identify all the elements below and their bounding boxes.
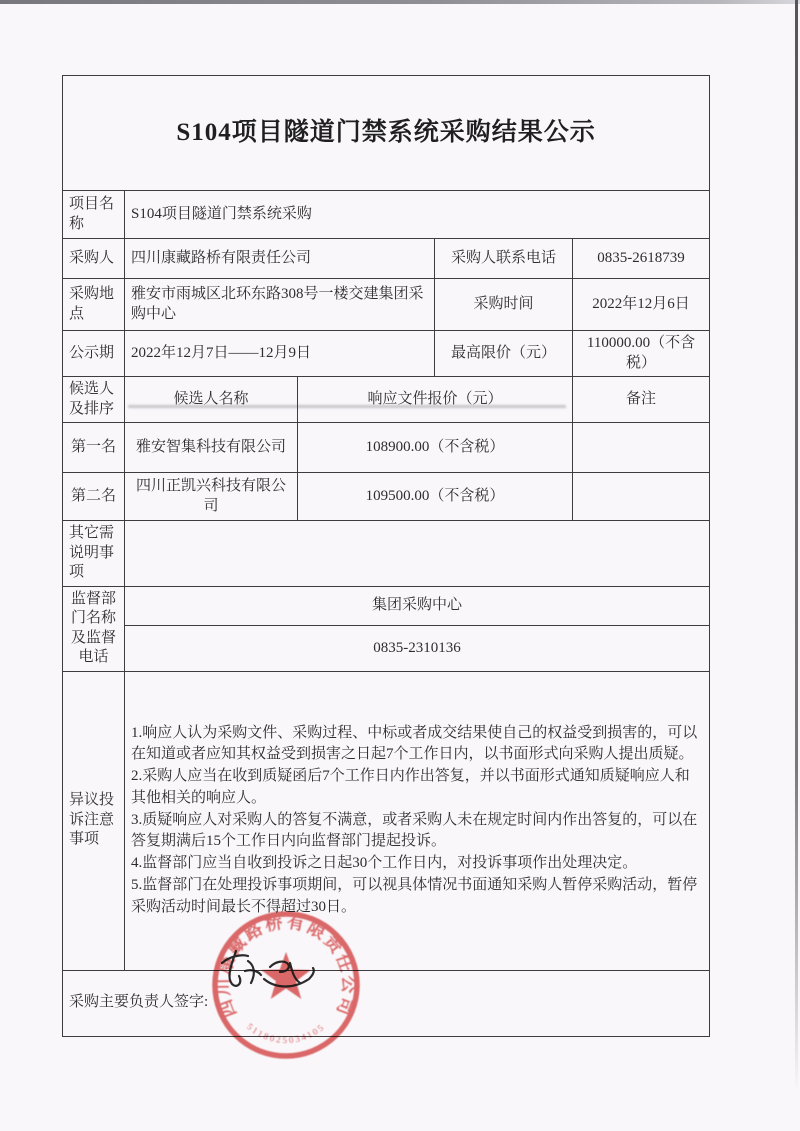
candidate-row (63, 423, 710, 473)
project-name-value: S104项目隧道门禁系统采购 (125, 191, 710, 239)
purchaser-value: 四川康藏路桥有限责任公司 (125, 239, 435, 279)
candidate-rank: 第二名 (63, 473, 125, 521)
seal-company-arc-text: 四川康藏路桥有限责任公司 (212, 911, 360, 1021)
notice-item-5: 5.监督部门在处理投诉事项期间，可以视具体情况书面通知采购人暂停采购活动，暂停采购活动时间最长不得超过30日。 (131, 876, 698, 915)
candidate-price: 108900.00（不含税） (298, 423, 573, 473)
notice-item-1: 1.响应人认为采购文件、采购过程、中标或者成交结果使自己的权益受到损害的，可以在知道或者应知其权益受到损害之日起7个工作日内，以书面形式向采购人提出质疑。 (131, 724, 698, 763)
candidate-price: 109500.00（不含税） (298, 473, 573, 521)
other-notes-label: 其它需说明事项 (63, 521, 125, 587)
notice-item-4: 4.监督部门应当自收到投诉之日起30个工作日内，对投诉事项作出处理决定。 (131, 855, 638, 872)
purchase-time-label: 采购时间 (435, 279, 573, 331)
scan-artifact-smudge (128, 405, 566, 408)
candidates-name-header: 候选人名称 (125, 377, 298, 423)
notice-item-2: 2.采购人应当在收到质疑函后7个工作日内作出答复，并以书面形式通知质疑响应人和其他相关的响应人。 (131, 768, 690, 806)
candidates-price-header: 响应文件报价（元） (298, 377, 573, 423)
supervisor-phone-value: 0835-2310136 (125, 626, 710, 671)
candidate-name: 雅安智集科技有限公司 (125, 423, 298, 473)
procurement-result-table (62, 75, 710, 1037)
notice-label: 异议投诉注意事项 (63, 671, 125, 970)
supervisor-label: 监督部门名称及监督电话 (63, 586, 125, 671)
candidate-remark (573, 423, 710, 473)
max-price-value: 110000.00（不含税） (573, 331, 710, 377)
max-price-label: 最高限价（元） (435, 331, 573, 377)
candidate-remark (573, 473, 710, 521)
signature-label: 采购主要负责人签字: (69, 994, 209, 1011)
other-notes-value (125, 521, 710, 587)
seal-number-text: 5118025034105 (245, 1021, 327, 1045)
candidates-section-label: 候选人及排序 (63, 377, 125, 423)
scan-artifact-right-edge (795, 0, 798, 1093)
publicity-period-label: 公示期 (63, 331, 125, 377)
candidate-row (63, 473, 710, 521)
publicity-period-value: 2022年12月7日——12月9日 (125, 331, 435, 377)
purchaser-phone-value: 0835-2618739 (573, 239, 710, 279)
candidate-rank: 第一名 (63, 423, 125, 473)
supervisor-dept-value: 集团采购中心 (125, 586, 710, 626)
candidates-remark-header: 备注 (573, 377, 710, 423)
signature-row (63, 970, 710, 1036)
project-name-label: 项目名称 (63, 191, 125, 239)
purchaser-label: 采购人 (63, 239, 125, 279)
notice-text (125, 671, 710, 970)
purchaser-phone-label: 采购人联系电话 (435, 239, 573, 279)
location-label: 采购地点 (63, 279, 125, 331)
candidate-name: 四川正凯兴科技有限公司 (125, 473, 298, 521)
location-value: 雅安市雨城区北环东路308号一楼交建集团采购中心 (125, 279, 435, 331)
scan-artifact-top-edge (0, 0, 800, 4)
document-title: S104项目隧道门禁系统采购结果公示 (63, 76, 710, 191)
purchase-time-value: 2022年12月6日 (573, 279, 710, 331)
notice-item-3: 3.质疑响应人对采购人的答复不满意，或者采购人未在规定时间内作出答复的，可以在答复期满后15个工作日内向监督部门提起投诉。 (131, 811, 698, 850)
